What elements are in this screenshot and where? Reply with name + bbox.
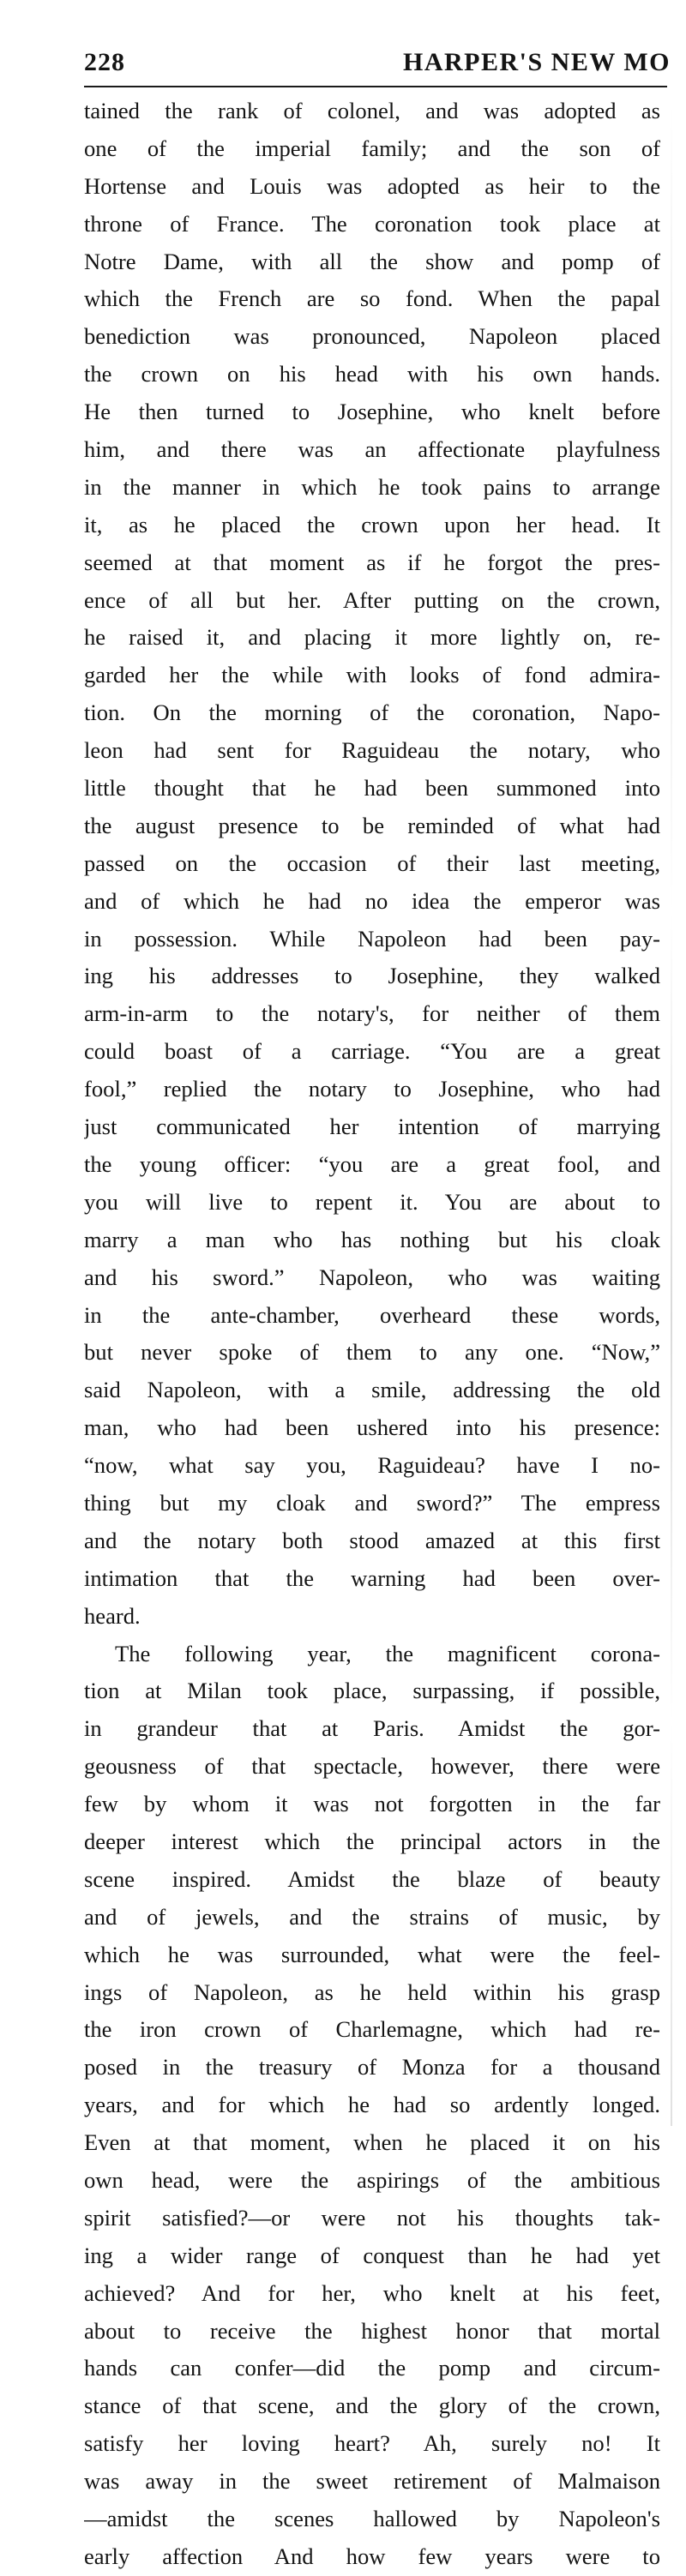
text-line: geousness of that spectacle, however, there were [84,1753,660,1780]
text-line: in the manner in which he took pains to arrange [84,473,660,500]
page-gutter-edge [671,103,672,2126]
text-line: —amidst the scenes hallowed by Napoleon's [84,2506,660,2531]
text-line: fool,” replied the notary to Josephine, who had [84,1076,660,1102]
text-line: garded her the while with looks of fond admira- [84,662,660,688]
text-line: man, who had been ushered into his presence: [84,1414,660,1441]
text-line: in grandeur that at Paris. Amidst the gor- [84,1715,660,1742]
text-line: achieved? And for her, who knelt at his feet, [84,2279,660,2306]
text-line: the iron crown of Charlemagne, which had re- [84,2016,660,2043]
text-line: ings of Napoleon, as he held within his grasp [84,1979,660,2005]
text-line: deeper interest which the principal actors in the [84,1828,660,1854]
text-line: few by whom it was not forgotten in the far [84,1791,660,1817]
text-line: own head, were the aspirings of the ambitious [84,2166,660,2193]
text-line: thing but my cloak and sword?” The empress [84,1489,660,1516]
text-line: could boast of a carriage. “You are a great [84,1038,660,1065]
page-number: 228 [84,48,125,76]
text-line: tained the rank of colonel, and was adopted as [84,98,660,123]
text-line: heard. [84,1602,141,1629]
text-line: said Napoleon, with a smile, addressing the old [84,1377,660,1403]
text-line: stance of that scene, and the glory of the crown, [84,2393,660,2419]
text-line: which the French are so fond. When the papal [84,285,660,312]
text-line: The following year, the magnificent corona- [115,1640,660,1666]
text-line: tion. On the morning of the coronation, Napo- [84,700,660,726]
text-line: in possession. While Napoleon had been pay- [84,925,660,952]
text-line: was away in the sweet retirement of Malmaison [84,2468,660,2495]
text-line: tion at Milan took place, surpassing, if possible, [84,1678,660,1704]
text-line: the crown on his head with his own hands. [84,361,660,387]
text-line: just communicated her intention of marrying [84,1114,660,1140]
page-header [84,45,684,81]
text-line: spirit satisfied?—or were not his thoughts tak- [84,2204,660,2231]
text-line: and of jewels, and the strains of music, by [84,1903,660,1930]
text-line: but never spoke of them to any one. “Now,” [84,1339,660,1366]
text-line: ing a wider range of conquest than he had yet [84,2242,660,2268]
text-line: Hortense and Louis was adopted as heir to the [84,172,660,199]
text-line: marry a man who has nothing but his cloak [84,1226,660,1252]
text-line: years, and for which he had so ardently longed. [84,2092,660,2118]
text-line: which he was surrounded, what were the feel- [84,1941,660,1967]
text-line: and his sword.” Napoleon, who was waiting [84,1264,660,1290]
text-column [84,93,660,2576]
text-line: the young officer: “you are a great fool, and [84,1150,660,1177]
text-line: intimation that the warning had been over- [84,1564,660,1591]
text-line: little thought that he had been summoned into [84,775,660,802]
text-line: ence of all but her. After putting on the crown, [84,586,660,613]
text-line: arm-in-arm to the notary's, for neither of them [84,1000,660,1027]
text-line: leon had sent for Raguideau the notary, who [84,737,660,764]
text-line: Even at that moment, when he placed it on his [84,2129,660,2156]
text-line: the august presence to be reminded of what had [84,812,660,838]
text-line: posed in the treasury of Monza for a thousand [84,2054,660,2081]
text-line: it, as he placed the crown upon her head. It [84,511,660,537]
text-line: throne of France. The coronation took place at [84,210,660,237]
running-title: HARPER'S NEW MO [403,48,671,76]
text-line: He then turned to Josephine, who knelt before [84,399,660,425]
text-line: “now, what say you, Raguideau? have I no- [84,1452,660,1479]
text-line: hands can confer—did the pomp and circum- [84,2355,660,2381]
text-line: seemed at that moment as if he forgot the pres- [84,549,660,575]
text-line: him, and there was an affectionate playfulness [84,436,660,463]
text-line: satisfy her loving heart? Ah, surely no! It [84,2430,660,2457]
header-rule [84,86,667,87]
text-line: scene inspired. Amidst the blaze of beauty [84,1865,660,1892]
text-line: Notre Dame, with all the show and pomp of [84,248,660,274]
text-line: one of the imperial family; and the son of [84,135,660,161]
text-line: early affection And how few years were to [84,2543,660,2569]
text-line: and the notary both stood amazed at this first [84,1527,660,1553]
text-line: about to receive the highest honor that mortal [84,2317,660,2344]
text-line: ing his addresses to Josephine, they walked [84,963,660,989]
text-line: passed on the occasion of their last meeting, [84,850,660,876]
text-line: benediction was pronounced, Napoleon placed [84,323,660,350]
text-line: he raised it, and placing it more lightly on, re- [84,624,660,651]
text-line: in the ante-chamber, overheard these words, [84,1301,660,1328]
text-line: you will live to repent it. You are about to [84,1188,660,1215]
text-line: and of which he had no idea the emperor was [84,887,660,914]
